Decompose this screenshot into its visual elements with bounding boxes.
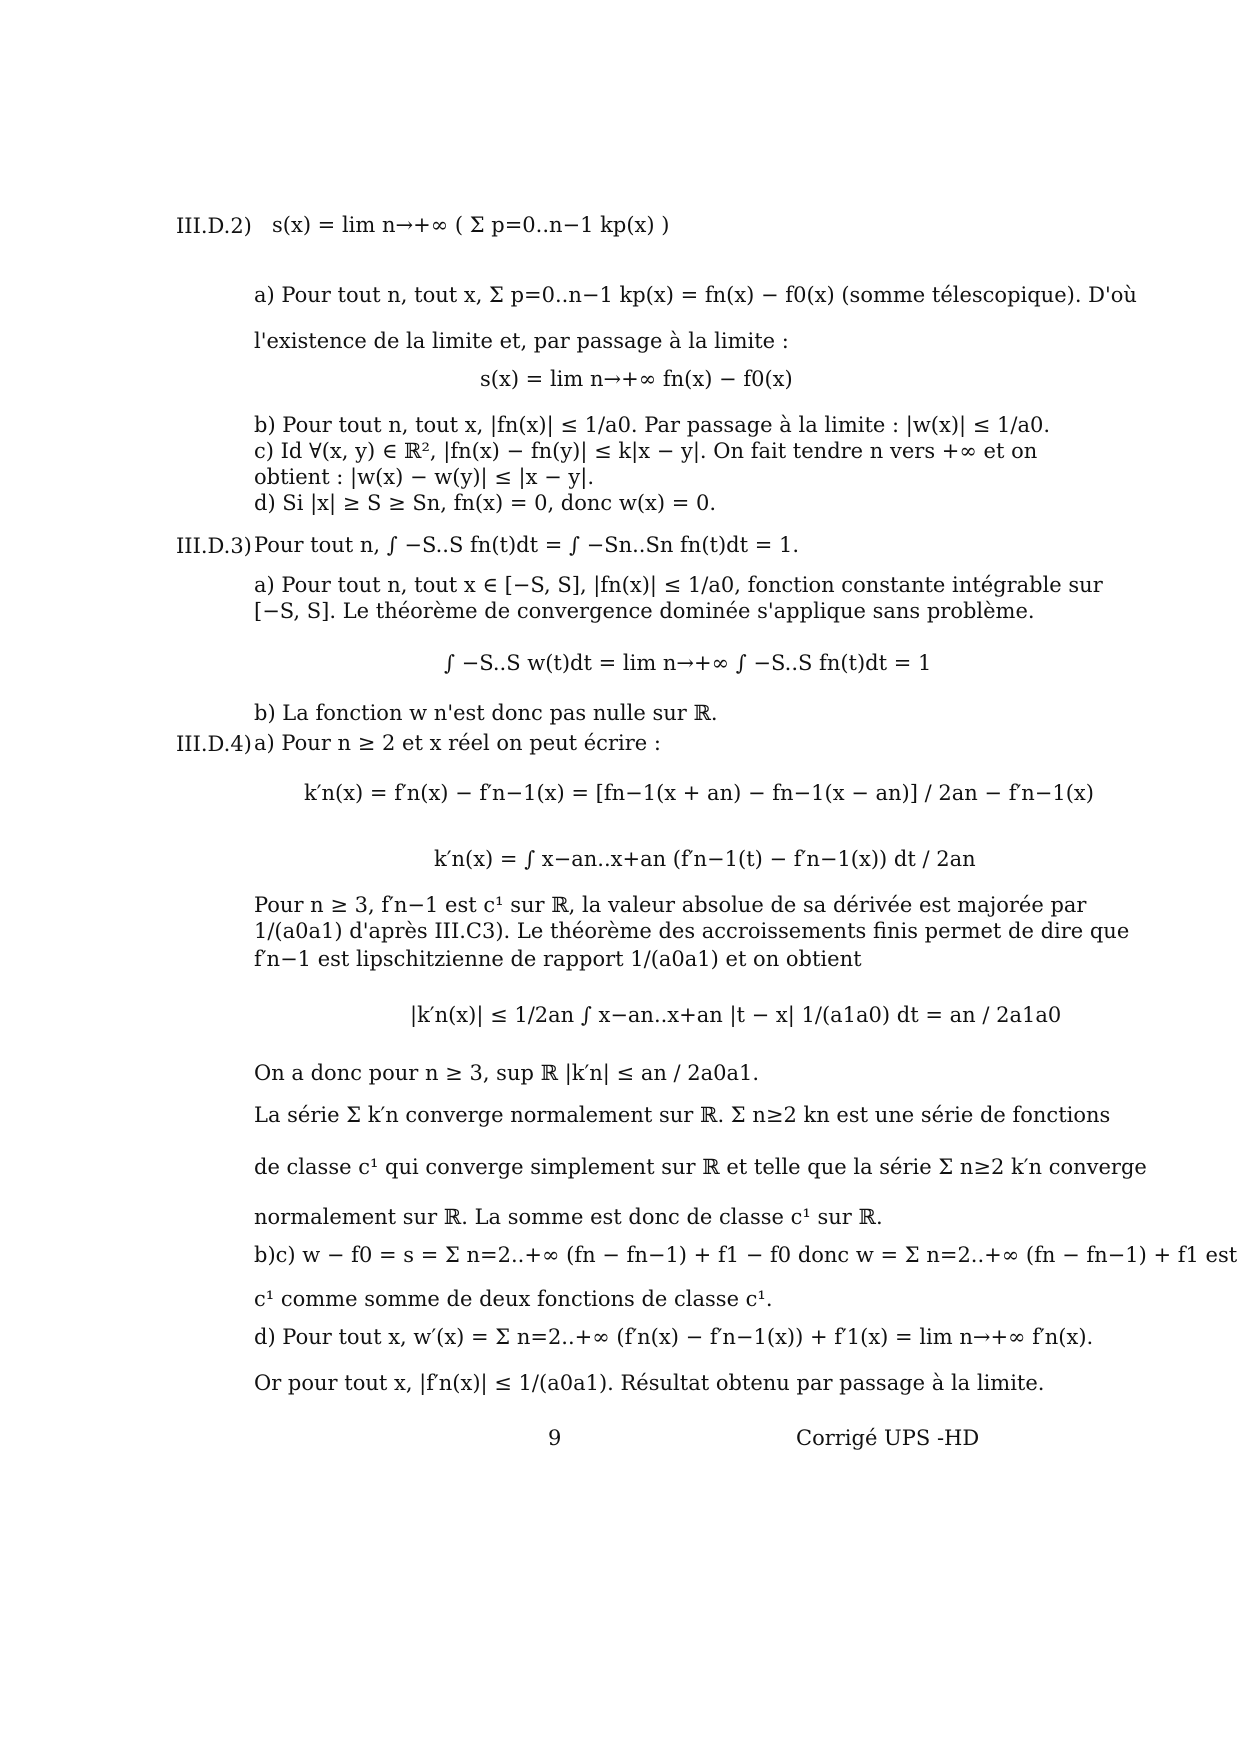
footer-right-text: Corrigé UPS -HD: [796, 1426, 980, 1450]
section-label-d2: III.D.2): [176, 214, 252, 238]
d2-a-line1: a) Pour tout n, tout x, Σ p=0..n−1 kp(x) = fn(x) − f0(x) (somme télescopique). D'où: [254, 283, 1137, 307]
d4-sup-line: On a donc pour n ≥ 3, sup ℝ |k′n| ≤ an / 2a0a1.: [254, 1061, 760, 1085]
d4-equation-2: k′n(x) = ∫ x−an..x+an (f′n−1(t) − f′n−1(x)) dt / 2an: [434, 847, 976, 871]
d4-serie-line1: La série Σ k′n converge normalement sur ℝ. Σ n≥2 kn est une série de fonctions: [254, 1103, 1111, 1127]
d4-paragraph-line3: f′n−1 est lipschitzienne de rapport 1/(a0a1) et on obtient: [254, 947, 862, 971]
d4-bc-line1: b)c) w − f0 = s = Σ n=2..+∞ (fn − fn−1) + f1 − f0 donc w = Σ n=2..+∞ (fn − fn−1) + f1 est: [254, 1243, 1238, 1267]
section-label-d3: III.D.3): [176, 534, 252, 558]
d4-serie-line3: normalement sur ℝ. La somme est donc de classe c¹ sur ℝ.: [254, 1205, 883, 1229]
d2-c-line1: c) Id ∀(x, y) ∈ ℝ², |fn(x) − fn(y)| ≤ k|x − y|. On fait tendre n vers +∞ et on: [254, 439, 1038, 463]
d4-paragraph-line2: 1/(a0a1) d'après III.C3). Le théorème des accroissements finis permet de dire que: [254, 919, 1130, 943]
d2-a-equation: s(x) = lim n→+∞ fn(x) − f0(x): [480, 367, 793, 391]
d2-a-line2: l'existence de la limite et, par passage à la limite :: [254, 329, 789, 353]
d4-a-intro: a) Pour n ≥ 2 et x réel on peut écrire :: [254, 731, 661, 755]
d4-equation-3: |k′n(x)| ≤ 1/2an ∫ x−an..x+an |t − x| 1/(a1a0) dt = an / 2a1a0: [410, 1003, 1062, 1027]
d4-equation-1: k′n(x) = f′n(x) − f′n−1(x) = [fn−1(x + an) − fn−1(x − an)] / 2an − f′n−1(x): [304, 781, 1094, 805]
d4-paragraph-line1: Pour n ≥ 3, f′n−1 est c¹ sur ℝ, la valeur absolue de sa dérivée est majorée par: [254, 893, 1087, 917]
d3-a-equation: ∫ −S..S w(t)dt = lim n→+∞ ∫ −S..S fn(t)dt = 1: [444, 651, 932, 675]
d4-serie-line2: de classe c¹ qui converge simplement sur ℝ et telle que la série Σ n≥2 k′n converge: [254, 1155, 1147, 1179]
d2-d-line: d) Si |x| ≥ S ≥ Sn, fn(x) = 0, donc w(x) = 0.: [254, 491, 717, 515]
d4-bc-line2: c¹ comme somme de deux fonctions de classe c¹.: [254, 1287, 773, 1311]
d3-a-line1: a) Pour tout n, tout x ∈ [−S, S], |fn(x)| ≤ 1/a0, fonction constante intégrable sur: [254, 573, 1103, 597]
d2-header-equation: s(x) = lim n→+∞ ( Σ p=0..n−1 kp(x) ): [272, 213, 670, 237]
d4-final-line: Or pour tout x, |f′n(x)| ≤ 1/(a0a1). Résultat obtenu par passage à la limite.: [254, 1371, 1045, 1395]
footer-page-number: 9: [548, 1426, 562, 1450]
d3-a-line2: [−S, S]. Le théorème de convergence dominée s'applique sans problème.: [254, 599, 1035, 623]
d2-c-line2: obtient : |w(x) − w(y)| ≤ |x − y|.: [254, 465, 595, 489]
d4-d-line: d) Pour tout x, w′(x) = Σ n=2..+∞ (f′n(x) − f′n−1(x)) + f′1(x) = lim n→+∞ f′n(x).: [254, 1325, 1094, 1349]
section-label-d4: III.D.4): [176, 732, 252, 756]
d3-b-line: b) La fonction w n'est donc pas nulle sur ℝ.: [254, 701, 718, 725]
d3-header: Pour tout n, ∫ −S..S fn(t)dt = ∫ −Sn..Sn fn(t)dt = 1.: [254, 533, 800, 557]
d2-b-line: b) Pour tout n, tout x, |fn(x)| ≤ 1/a0. Par passage à la limite : |w(x)| ≤ 1/a0.: [254, 413, 1051, 437]
